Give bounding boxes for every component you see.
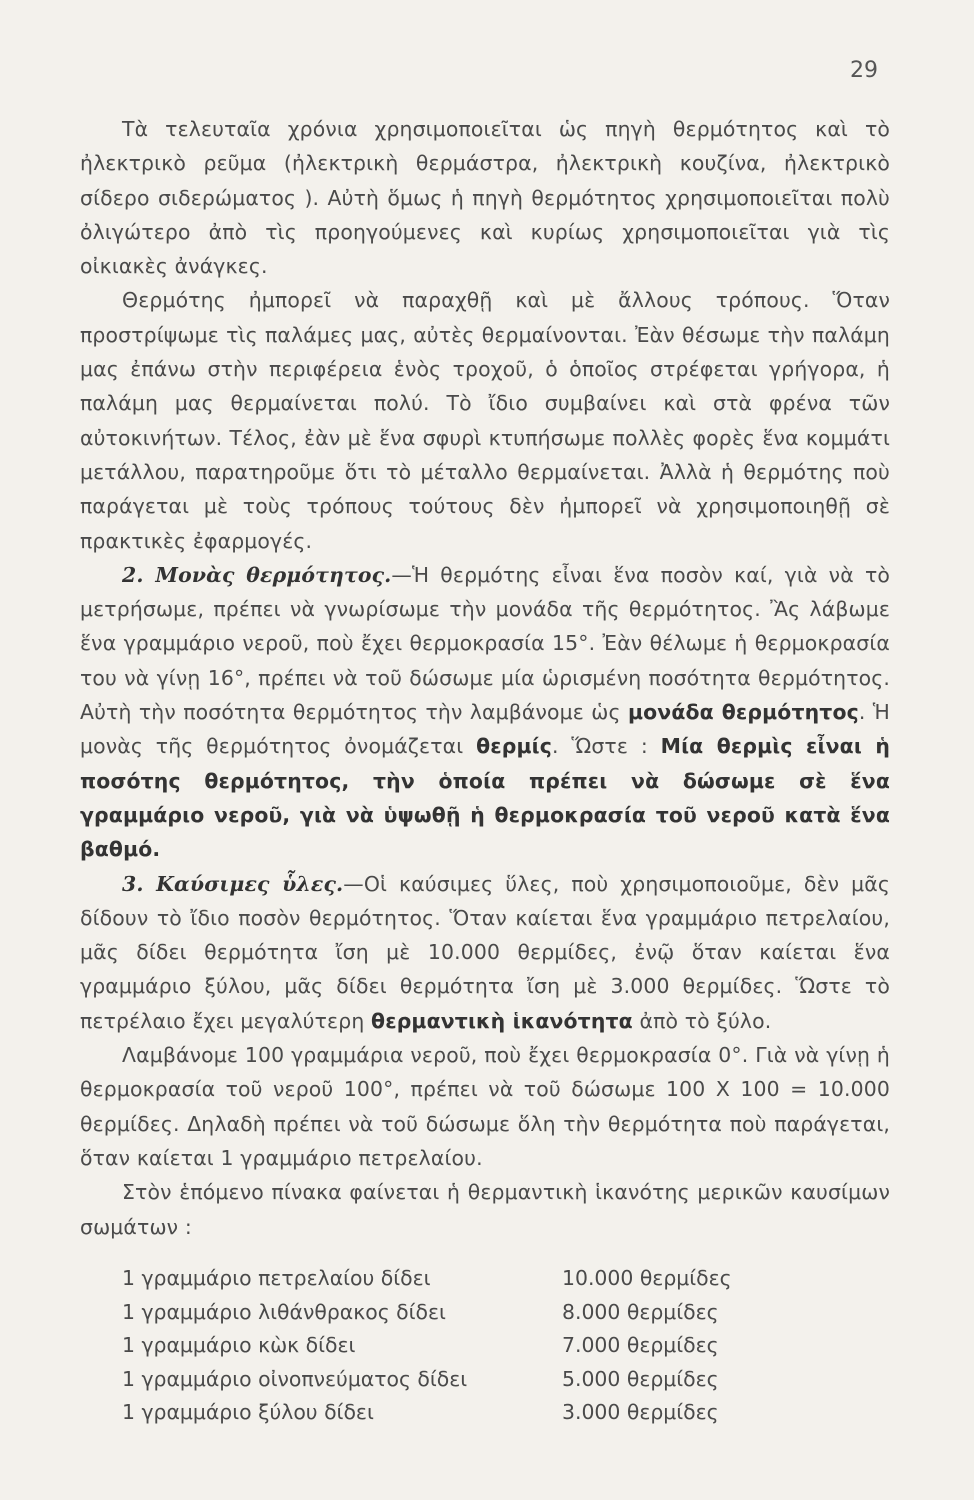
fuel-table bbox=[122, 1262, 862, 1430]
term-unit-of-heat: μονάδα θερμότητος bbox=[627, 700, 859, 725]
definition-calorie: Μία θερμὶς εἶναι ἡ ποσότης θερμότητος, τὴν ὁποία πρέπει νὰ δώσωμε σὲ ἕνα γραμμάριο νεροῦ, γιὰ νὰ ὑψωθῇ ἡ θερμοκρασία τοῦ νεροῦ κατὰ ἕνα βαθμό. bbox=[80, 734, 890, 862]
section-fuels bbox=[80, 867, 890, 1038]
table-row bbox=[122, 1363, 862, 1397]
fuel-value: 7.000 θερμίδες bbox=[562, 1333, 719, 1357]
paragraph-calculation: Λαμβάνομε 100 γραμμάρια νεροῦ, ποὺ ἔχει θερμοκρασία 0°. Γιὰ νὰ γίνῃ ἡ θερμοκρασία τοῦ νεροῦ 100°, πρέπει νὰ τοῦ δώσωμε 100 X 100 = 10.000 θερμίδες. Δηλαδὴ πρέπει νὰ τοῦ δώσωμε ὅλη τὴν θερμότητα ποὺ παράγεται, ὅταν καίεται 1 γραμμάριο πετρελαίου. bbox=[80, 1043, 890, 1170]
section-text: —Ἡ θερμότης εἶναι ἕνα ποσὸν καί, γιὰ νὰ τὸ μετρήσωμε, πρέπει νὰ γνωρίσωμε τὴν μονάδα τῆς θερμότητος. Ἂς λάβωμε ἕνα γραμμάριο νεροῦ, ποὺ ἔχει θερμοκρασία 15°. Ἐὰν θέλωμε ἡ θερμοκρασία του νὰ γίνῃ 16°, πρέπει νὰ τοῦ δώσωμε μία ὡρισμένη ποσότητα θερμότητος. Αὐτὴ τὴν ποσότητα θερμότητος τὴν λαμβάνομε ὡς bbox=[80, 562, 891, 725]
paragraph-table-intro: Στὸν ἑπόμενο πίνακα φαίνεται ἡ θερμαντικὴ ἱκανότης μερικῶν καυσίμων σωμάτων : bbox=[80, 1180, 890, 1239]
fuel-name: 1 γραμμάριο οἰνοπνεύματος δίδει bbox=[122, 1366, 468, 1391]
fuel-name: 1 γραμμάριο λιθάνθρακος δίδει bbox=[122, 1299, 446, 1324]
fuel-name: 1 γραμμάριο κὼκ δίδει bbox=[122, 1333, 356, 1357]
table-row bbox=[122, 1296, 862, 1330]
table-row bbox=[122, 1329, 862, 1363]
body-text bbox=[80, 112, 890, 1244]
fuel-value: 8.000 θερμίδες bbox=[562, 1299, 719, 1324]
section-text: —Οἱ καύσιμες ὕλες, ποὺ χρησιμοποιοῦμε, δὲν μᾶς δίδουν τὸ ἴδιο ποσὸν θερμότητος. Ὅταν καίεται ἕνα γραμμάριο πετρελαίου, μᾶς δίδει θερμότητα ἴση μὲ 10.000 θερμίδες, ἐνῷ ὅταν καίεται ἕνα γραμμάριο ξύλου, μᾶς δίδει θερμότητα ἴση μὲ 3.000 θερμίδες. Ὥστε τὸ πετρέλαιο ἔχει μεγαλύτερη bbox=[80, 871, 890, 1033]
paragraph-electric-heat: Τὰ τελευταῖα χρόνια χρησιμοποιεῖται ὡς πηγὴ θερμότητος καὶ τὸ ἠλεκτρικὸ ρεῦμα (ἠλεκτρικὴ θερμάστρα, ἠλεκτρικὴ κουζίνα, ἠλεκτρικὸ σίδερο σιδερώματος ). Αὐτὴ ὅμως ἡ πηγὴ θερμότητος χρησιμοποιεῖται πολὺ ὀλιγώτερο ἀπὸ τὶς προηγούμενες καὶ κυρίως χρησιμοποιεῖται γιὰ τὶς οἰκιακὲς ἀνάγκες. bbox=[80, 117, 890, 279]
section-heading: 2. Μονὰς θερμότητος. bbox=[122, 562, 392, 587]
table-row bbox=[122, 1396, 862, 1430]
fuel-value: 3.000 θερμίδες bbox=[562, 1400, 719, 1424]
table-row bbox=[122, 1262, 862, 1296]
section-text: . Ὥστε : bbox=[551, 734, 648, 759]
fuel-name: 1 γραμμάριο ξύλου δίδει bbox=[122, 1400, 374, 1424]
section-heading: 3. Καύσιμες ὗλες. bbox=[122, 871, 344, 896]
page-number: 29 bbox=[850, 58, 878, 83]
fuel-value: 5.000 θερμίδες bbox=[562, 1366, 719, 1391]
section-unit-of-heat bbox=[80, 558, 890, 867]
term-calorie: θερμίς bbox=[476, 734, 552, 759]
paragraph-friction-heat: Θερμότης ἠμπορεῖ νὰ παραχθῇ καὶ μὲ ἄλλους τρόπους. Ὅταν προστρίψωμε τὶς παλάμες μας, αὐτὲς θερμαίνονται. Ἐὰν θέσωμε τὴν παλάμη μας ἐπάνω στὴν περιφέρεια ἑνὸς τροχοῦ, ὁ ὁποῖος στρέφεται γρήγορα, ἡ παλάμη μας θερμαίνεται πολύ. Τὸ ἴδιο συμβαίνει καὶ στὰ φρένα τῶν αὐτοκινήτων. Τέλος, ἐὰν μὲ ἕνα σφυρὶ κτυπήσωμε πολλὲς φορὲς ἕνα κομμάτι μετάλλου, παρατηροῦμε ὅτι τὸ μέταλλο θερμαίνεται. Ἀλλὰ ἡ θερμότης ποὺ παράγεται μὲ τοὺς τρόπους τούτους δὲν ἠμπορεῖ νὰ χρησιμοποιηθῇ σὲ πρακτικὲς ἐφαρμογές. bbox=[80, 288, 890, 553]
fuel-name: 1 γραμμάριο πετρελαίου δίδει bbox=[122, 1266, 431, 1290]
term-heating-capacity: θερμαντικὴ ἱκανότητα bbox=[371, 1008, 633, 1033]
fuel-value: 10.000 θερμίδες bbox=[562, 1266, 732, 1290]
section-text: ἀπὸ τὸ ξύλο. bbox=[639, 1008, 772, 1033]
section-text: . Ἡ μονὰς τῆς θερμότητος ὀνομάζεται bbox=[80, 700, 890, 759]
